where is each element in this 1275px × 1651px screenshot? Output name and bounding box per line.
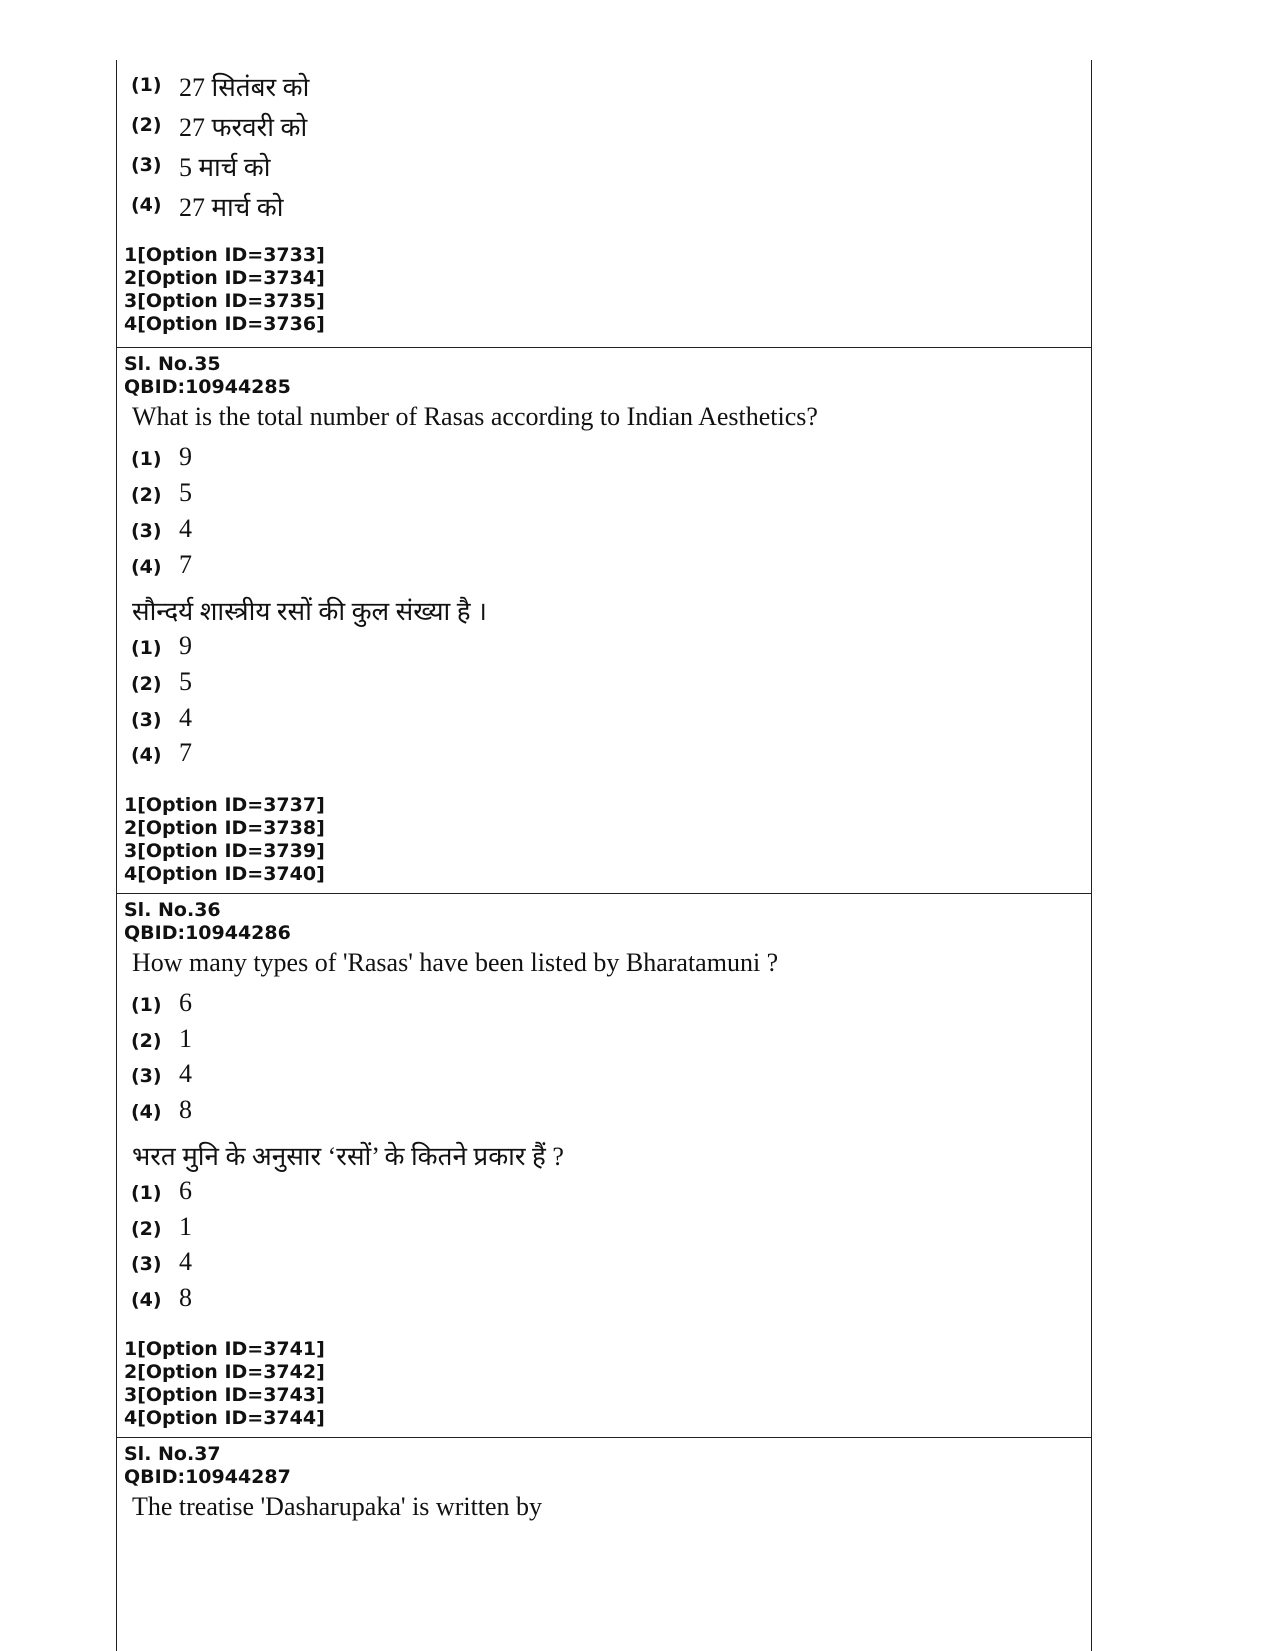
option-id: 4[Option ID=3740] (124, 863, 325, 885)
option-id: 1[Option ID=3737] (124, 794, 325, 816)
serial-number: Sl. No.37 (124, 1443, 221, 1465)
option-id: 4[Option ID=3744] (124, 1407, 325, 1429)
option-id: 3[Option ID=3743] (124, 1384, 325, 1406)
option-id: 2[Option ID=3734] (124, 267, 325, 289)
question-34-continued: (1) 27 सितंबर को (2) 27 फरवरी को (3) 5 मार्च को (4) 27 मार्च को 1[Option ID=3733] 2[Option ID=3734] 3[Option ID=3735] 4[Option ID=3736] (124, 73, 325, 335)
option-id: 1[Option ID=3733] (124, 244, 325, 266)
question-35: Sl. No.35 QBID:10944285 What is the total number of Rasas according to Indian Aesthetics? (1) 9 (2) 5 (3) 4 (4) 7 सौन्दर्य शास्त्रीय रसों की कुल संख्या है । (1) 9 (2) 5 (3) 4 (4) 7 1[Option ID=3737] 2[Option ID=3738] 3[Option ID=3739] 4[Option ID=3740] (124, 353, 818, 885)
question-text-english: The treatise 'Dasharupaka' is written by (132, 1492, 543, 1521)
question-text-english: What is the total number of Rasas according to Indian Aesthetics? (132, 402, 818, 431)
option-id-list (124, 794, 325, 886)
option-id: 2[Option ID=3742] (124, 1361, 325, 1383)
question-paper-sheet (116, 60, 1092, 1651)
question-text-english: How many types of 'Rasas' have been listed by Bharatamuni ? (132, 948, 779, 977)
option-id: 3[Option ID=3739] (124, 840, 325, 862)
option-id: 3[Option ID=3735] (124, 290, 325, 312)
serial-number: Sl. No.36 (124, 899, 221, 921)
option-id-list (124, 244, 325, 336)
option-id: 4[Option ID=3736] (124, 313, 325, 335)
qbid: QBID:10944286 (124, 922, 291, 944)
serial-number: Sl. No.35 (124, 353, 221, 375)
option-id: 1[Option ID=3741] (124, 1338, 325, 1360)
question-header (124, 899, 291, 945)
qbid: QBID:10944287 (124, 1466, 291, 1488)
question-header (124, 353, 291, 399)
question-37 (117, 1438, 1091, 1651)
question-36: Sl. No.36 QBID:10944286 How many types of 'Rasas' have been listed by Bharatamuni ? (1) 6 (2) 1 (3) 4 (4) 8 भरत मुनि के अनुसार ‘रसों’ के कितने प्रकार हैं ? (1) 6 (2) 1 (3) 4 (4) 8 1[Option ID=3741] 2[Option ID=3742] 3[Option ID=3743] 4[Option ID=3744] (124, 899, 779, 1429)
question-text-hindi: सौन्दर्य शास्त्रीय रसों की कुल संख्या है । (132, 597, 487, 626)
option-id: 2[Option ID=3738] (124, 817, 325, 839)
qbid: QBID:10944285 (124, 376, 291, 398)
question-header (124, 1443, 291, 1489)
question-text-hindi: भरत मुनि के अनुसार ‘रसों’ के कितने प्रकार हैं ? (132, 1142, 564, 1171)
option-id-list (124, 1338, 325, 1430)
